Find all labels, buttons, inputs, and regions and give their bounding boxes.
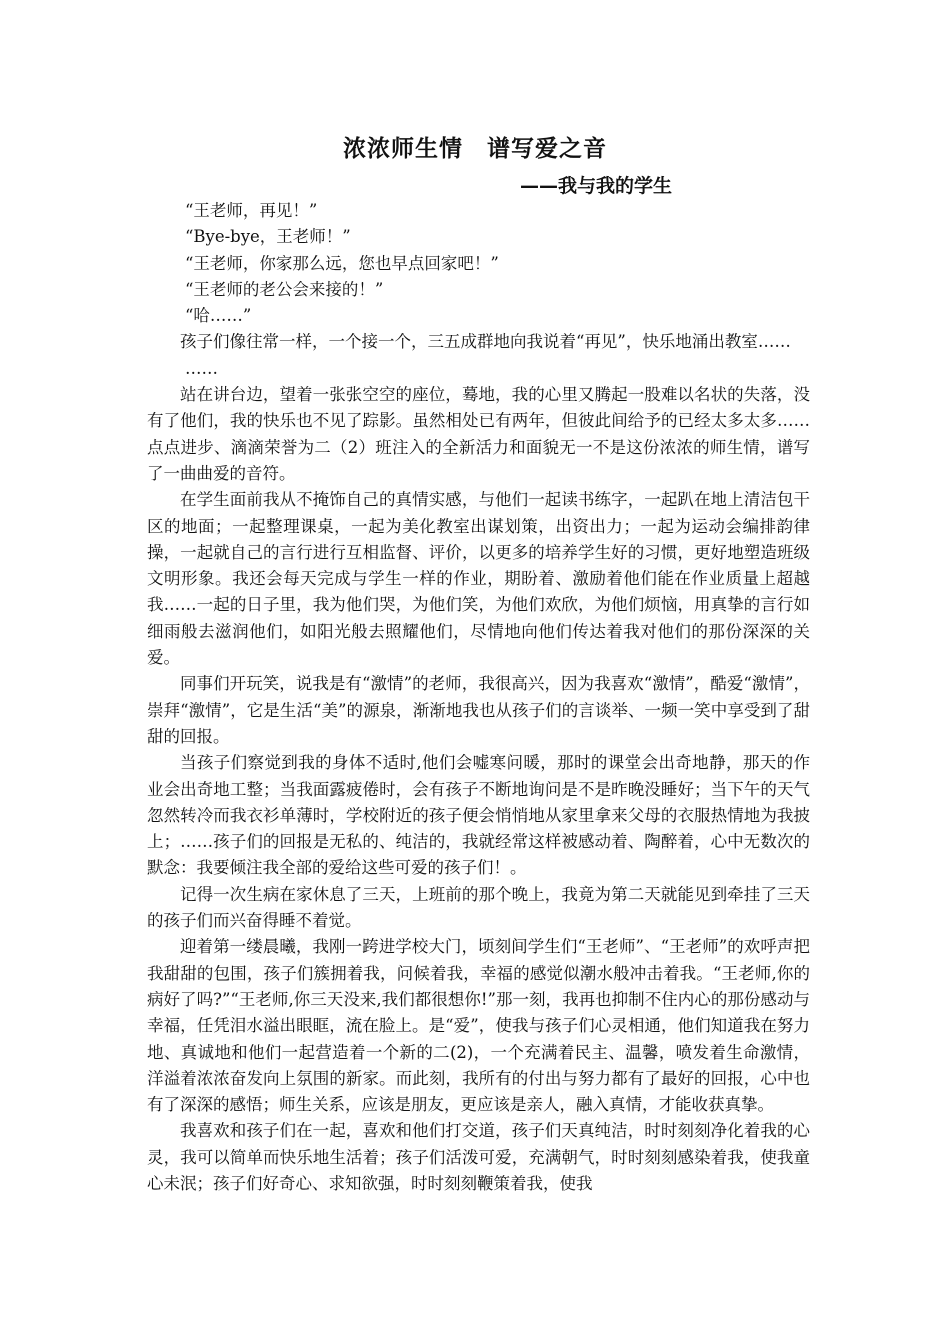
dialog-line: “哈……” — [184, 306, 252, 326]
ellipsis-line: …… — [184, 358, 218, 378]
dialog-line: “Bye-bye，王老师！” — [184, 227, 351, 247]
document-title: 浓浓师生情 谱写爱之音 — [343, 136, 607, 162]
document-subtitle: ——我与我的学生 — [520, 175, 673, 197]
body-paragraph: 当孩子们察觉到我的身体不适时,他们会嘘寒问暖，那时的课堂会出奇地静，那天的作业会出奇地工整；当我面露疲倦时，会有孩子不断地询问是不是昨晚没睡好；当下午的天气忽然转冷而我衣衫单薄时，学校附近的孩子便会悄悄地从家里拿来父母的衣服热情地为我披上；……孩子们的回报是无私的、纯洁的，我就经常这样被感动着、陶醉着，心中无数次的默念：我要倾注我全部的爱给这些可爱的孩子们！。 — [147, 753, 810, 878]
dialog-line: “王老师，再见！” — [184, 201, 318, 220]
body-paragraph: 同事们开玩笑，说我是有“激情”的老师，我很高兴，因为我喜欢“激情”，酷爱“激情”，崇拜“激情”，它是生活“美”的源泉，渐渐地我也从孩子们的言谈举、一频一笑中享受到了甜甜的回报。 — [147, 674, 810, 746]
body-paragraph: 我喜欢和孩子们在一起，喜欢和他们打交道，孩子们天真纯洁，时时刻刻净化着我的心灵，我可以简单而快乐地生活着；孩子们活泼可爱，充满朝气，时时刻刻感染着我，使我童心未泯；孩子们好奇心、求知欲强，时时刻刻鞭策着我，使我 — [147, 1121, 810, 1193]
body-paragraph: 记得一次生病在家休息了三天，上班前的那个晚上，我竟为第二天就能见到牵挂了三天的孩子们而兴奋得睡不着觉。 — [147, 884, 810, 931]
dialog-line: “王老师的老公会来接的！” — [184, 279, 384, 299]
body-paragraph: 迎着第一缕晨曦，我刚一跨进学校大门，顷刻间学生们“王老师”、“王老师”的欢呼声把我甜甜的包围，孩子们簇拥着我，问候着我，幸福的感觉似潮水般冲击着我。“王老师,你的病好了吗?”“王老师,你三天没来,我们都很想你!”那一刻，我再也抑制不住内心的那份感动与幸福，任凭泪水溢出眼眶，流在脸上。是“爱”，使我与孩子们心灵相通，他们知道我在努力地、真诚地和他们一起营造着一个新的二(2)，一个充满着民主、温馨，喷发着生命激情，洋溢着浓浓奋发向上氛围的新家。而此刻，我所有的付出与努力都有了最好的回报，心中也有了深深的感悟；师生关系，应该是朋友，更应该是亲人，融入真情，才能收获真挚。 — [147, 937, 810, 1115]
dialog-line: “王老师，你家那么远，您也早点回家吧！” — [184, 253, 499, 273]
body-paragraph: 站在讲台边，望着一张张空空的座位，蓦地，我的心里又腾起一股难以名状的失落，没有了他们，我的快乐也不见了踪影。虽然相处已有两年，但彼此间给予的已经太多太多……点点进步、滴滴荣誉为二（2）班注入的全新活力和面貌无一不是这份浓浓的师生情，谱写了一曲曲爱的音符。 — [147, 385, 810, 483]
body-paragraph: 孩子们像往常一样，一个接一个，三五成群地向我说着“再见”，快乐地涌出教室…… — [180, 332, 791, 352]
body-paragraph: 在学生面前我从不掩饰自己的真情实感，与他们一起读书练字，一起趴在地上清洁包干区的地面；一起整理课桌，一起为美化教室出谋划策，出资出力；一起为运动会编排韵律操，一起就自己的言行进行互相监督、评价，以更多的培养学生好的习惯，更好地塑造班级文明形象。我还会每天完成与学生一样的作业，期盼着、激励着他们能在作业质量上超越我……一起的日子里，我为他们哭，为他们笑，为他们欢欣，为他们烦恼，用真挚的言行如细雨般去滋润他们，如阳光般去照耀他们，尽情地向他们传达着我对他们的那份深深的关爱。 — [147, 490, 810, 668]
document-body — [147, 198, 810, 1197]
